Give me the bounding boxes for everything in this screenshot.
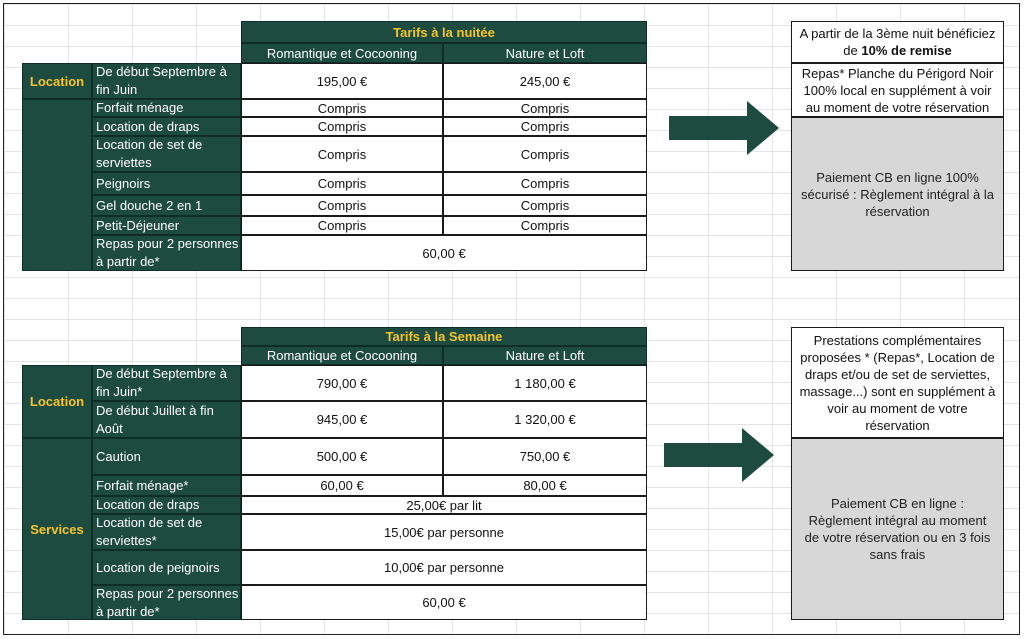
nightly-row-label: Petit-Déjeuner	[92, 216, 241, 235]
weekly-col2-header: Nature et Loft	[443, 346, 647, 365]
nightly-row-label: Location de set de serviettes	[92, 136, 241, 172]
right-arrow-icon	[664, 426, 776, 484]
weekly-row-merged-value: 10,00€ par personne	[241, 550, 647, 585]
nightly-row-merged-value: 60,00 €	[241, 235, 647, 271]
nightly-row-label: Location de draps	[92, 117, 241, 136]
weekly-row-value: 1 320,00 €	[443, 401, 647, 438]
nightly-row-label: De début Septembre à fin Juin	[92, 63, 241, 99]
nightly-row-value: Compris	[241, 195, 443, 216]
nightly-col1-header: Romantique et Cocooning	[241, 43, 443, 63]
weekly-header: Tarifs à la Semaine	[241, 327, 647, 346]
weekly-row-value: 945,00 €	[241, 401, 443, 438]
nightly-row-value: Compris	[443, 136, 647, 172]
weekly-row-value: 1 180,00 €	[443, 365, 647, 401]
weekly-row-label: Location de draps	[92, 496, 241, 514]
nightly-row-value: Compris	[443, 195, 647, 216]
weekly-row-label: Caution	[92, 438, 241, 475]
nightly-row-value: Compris	[241, 216, 443, 235]
nightly-row-value: Compris	[443, 216, 647, 235]
right-arrow-icon	[669, 99, 781, 157]
weekly-row-label: De début Septembre à fin Juin*	[92, 365, 241, 401]
nightly-header: Tarifs à la nuitée	[241, 21, 647, 43]
nightly-row-value: Compris	[443, 99, 647, 117]
weekly-row-label: Repas pour 2 personnes à partir de*	[92, 585, 241, 620]
weekly-col1-header: Romantique et Cocooning	[241, 346, 443, 365]
weekly-group-location: Location	[22, 365, 92, 438]
nightly-row-value: Compris	[241, 99, 443, 117]
nightly-row-value: Compris	[241, 136, 443, 172]
nightly-row-label: Forfait ménage	[92, 99, 241, 117]
discount-bold: 10% de remise	[861, 43, 952, 58]
nightly-row-value: Compris	[241, 117, 443, 136]
weekly-row-value: 60,00 €	[241, 475, 443, 496]
weekly-payment-note: Paiement CB en ligne : Règlement intégral au moment de votre réservation ou en 3 fois sans frais	[791, 438, 1004, 620]
weekly-row-merged-value: 15,00€ par personne	[241, 514, 647, 550]
nightly-row-label: Repas pour 2 personnes à partir de*	[92, 235, 241, 271]
weekly-row-value: 790,00 €	[241, 365, 443, 401]
weekly-row-value: 750,00 €	[443, 438, 647, 475]
weekly-row-value: 500,00 €	[241, 438, 443, 475]
nightly-row-value: Compris	[241, 172, 443, 195]
weekly-row-merged-value: 25,00€ par lit	[241, 496, 647, 514]
meal-note: Repas* Planche du Périgord Noir 100% local en supplément à voir au moment de votre réservation	[791, 63, 1004, 117]
spreadsheet-frame	[3, 3, 1020, 635]
weekly-row-label: De début Juillet à fin Août	[92, 401, 241, 438]
discount-note	[791, 21, 1004, 63]
nightly-row-value: 195,00 €	[241, 63, 443, 99]
nightly-group-location: Location	[22, 63, 92, 99]
nightly-row-value: 245,00 €	[443, 63, 647, 99]
weekly-row-merged-value: 60,00 €	[241, 585, 647, 620]
nightly-group-blank	[22, 99, 92, 271]
discount-text: A partir de la 3ème nuit bénéficiez de	[799, 26, 996, 58]
extras-note: Prestations complémentaires proposées * (Repas*, Location de draps et/ou de set de serviettes, massage...) sont en supplément à voir au moment de votre réservation	[791, 327, 1004, 438]
nightly-row-label: Gel douche 2 en 1	[92, 195, 241, 216]
nightly-row-label: Peignoirs	[92, 172, 241, 195]
nightly-col2-header: Nature et Loft	[443, 43, 647, 63]
nightly-row-value: Compris	[443, 117, 647, 136]
weekly-row-label: Location de set de serviettes*	[92, 514, 241, 550]
nightly-payment-note: Paiement CB en ligne 100% sécurisé : Règlement intégral à la réservation	[791, 117, 1004, 271]
weekly-row-label: Location de peignoirs	[92, 550, 241, 585]
weekly-row-label: Forfait ménage*	[92, 475, 241, 496]
weekly-row-value: 80,00 €	[443, 475, 647, 496]
nightly-row-value: Compris	[443, 172, 647, 195]
weekly-group-services: Services	[22, 438, 92, 620]
